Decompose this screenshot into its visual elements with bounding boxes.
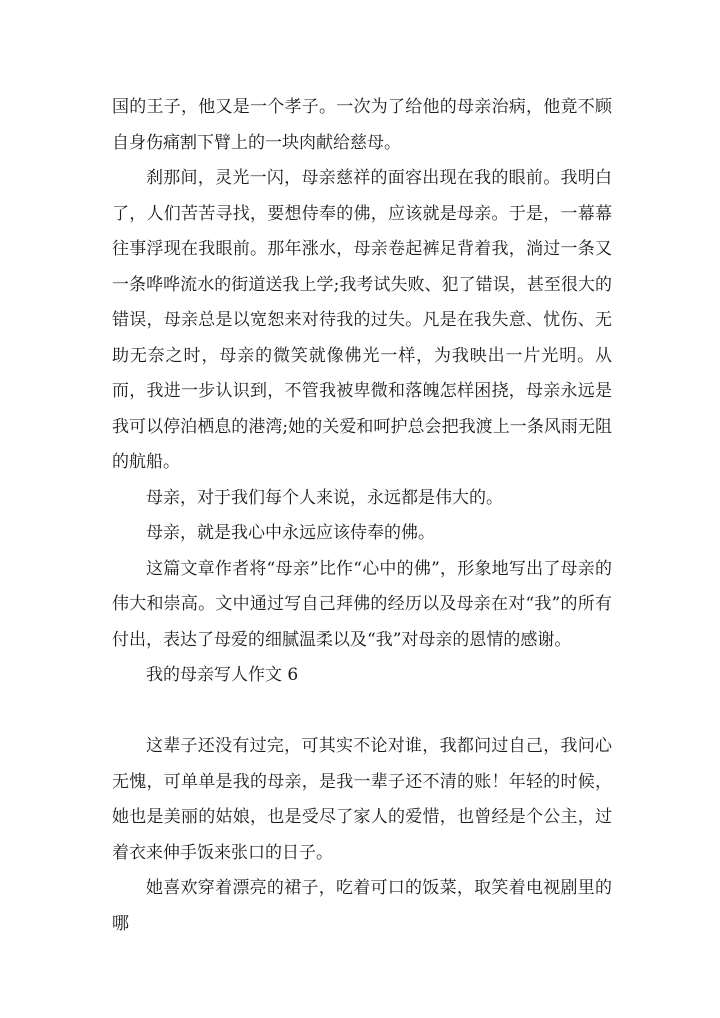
paragraph-epiphany: 刹那间，灵光一闪，母亲慈祥的面容出现在我的眼前。我明白了，人们苦苦寻找，要想侍奉的佛，应该就是母亲。于是，一幕幕往事浮现在我眼前。那年涨水，母亲卷起裤足背着我，淌过一条又一条哗哗流水的街道送我上学;我考试失败、犯了错误，甚至很大的错误，母亲总是以宽恕来对待我的过失。凡是在我失意、忧伤、无助无奈之时，母亲的微笑就像佛光一样，为我映出一片光明。从而，我进一步认识到，不管我被卑微和落魄怎样困挠，母亲永远是我可以停泊栖息的港湾;她的关爱和呵护总会把我渡上一条风雨无阻的航船。: [112, 168, 612, 472]
paragraph-pretty-skirts: 她喜欢穿着漂亮的裙子，吃着可口的饭菜，取笑着电视剧里的哪: [112, 878, 612, 934]
paragraph-lifetime-debt: 这辈子还没有过完，可其实不论对谁，我都问过自己，我问心无愧，可单单是我的母亲，是我一辈子还不清的账！年轻的时候，她也是美丽的姑娘，也是受尽了家人的爱惜，也曾经是个公主，过着衣来伸手饭来张口的日子。: [112, 736, 612, 863]
paragraph-continuation: 国的王子，他又是一个孝子。一次为了给他的母亲治病，他竟不顾自身伤痛割下臂上的一块肉献给慈母。: [112, 97, 612, 153]
paragraph-commentary: 这篇文章作者将“母亲”比作“心中的佛”，形象地写出了母亲的伟大和崇高。文中通过写自己拜佛的经历以及母亲在对“我”的所有付出，表达了母爱的细腻温柔以及“我”对母亲的恩情的感谢。: [112, 558, 612, 650]
blank-line: [112, 694, 612, 730]
section-heading: 我的母亲写人作文 6: [146, 665, 299, 685]
document-body: [112, 90, 612, 942]
paragraph-mother-buddha: 母亲，就是我心中永远应该侍奉的佛。: [146, 523, 435, 543]
paragraph-mother-great: 母亲，对于我们每个人来说，永远都是伟大的。: [146, 487, 503, 508]
